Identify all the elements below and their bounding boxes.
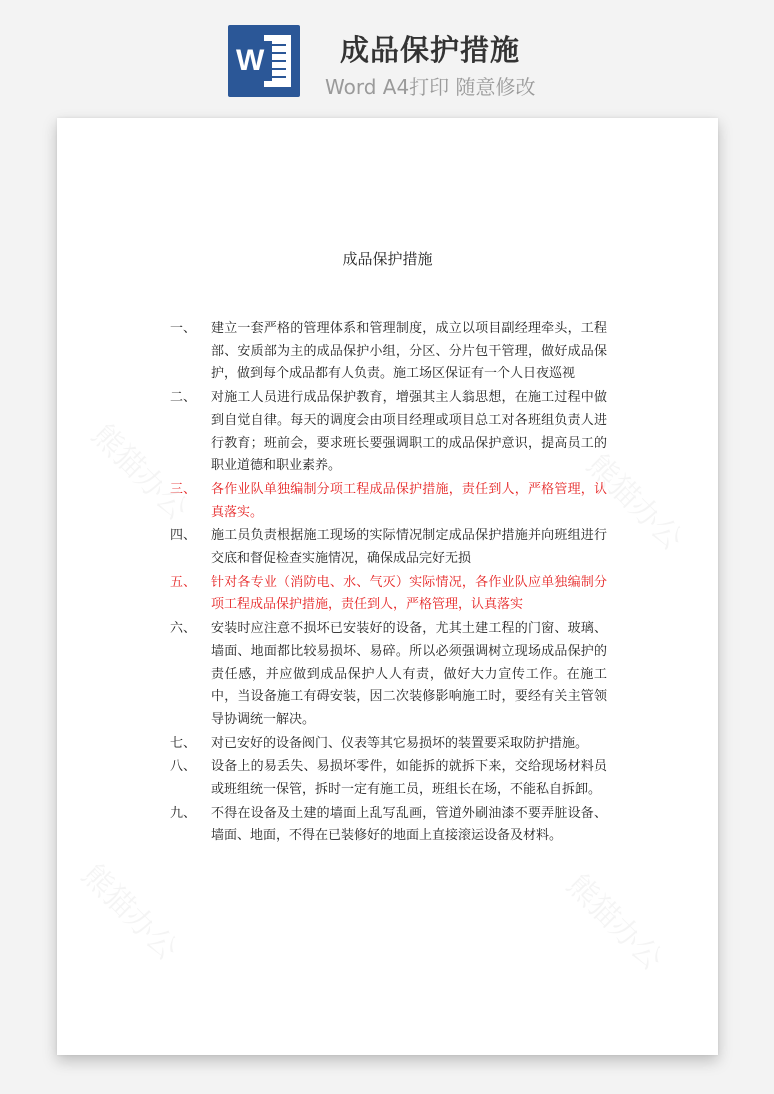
document-title: 成品保护措施 bbox=[342, 250, 433, 268]
list-item-number: 七、 bbox=[170, 735, 197, 751]
list-item bbox=[170, 733, 610, 756]
list-item-text: 安装时应注意不损坏已安装好的设备，尤其土建工程的门窗、玻璃、墙面、地面都比较易损坏、易碎。所以必须强调树立现场成品保护的责任感，并应做到成品保护人人有责，做好大力宣传工作。在施工中，当设备施工有碍安装，因二次装修影响施工时，要经有关主管领导协调统一解决。 bbox=[211, 621, 607, 727]
list-item-number: 九、 bbox=[170, 805, 197, 821]
header bbox=[0, 0, 774, 110]
list-item-number: 八、 bbox=[170, 759, 197, 775]
list-item bbox=[170, 387, 610, 478]
list-item bbox=[170, 803, 610, 848]
list-item-text: 施工员负责根据施工现场的实际情况制定成品保护措施并向班组进行交底和督促检查实施情况，确保成品完好无损 bbox=[211, 528, 607, 567]
word-document-icon bbox=[228, 25, 300, 97]
list-item-text: 不得在设备及土建的墙面上乱写乱画，管道外刷油漆不要弄脏设备、墙面、地面，不得在已装修好的地面上直接滚运设备及材料。 bbox=[211, 805, 607, 844]
watermark bbox=[559, 862, 675, 978]
list-item-text: 针对各专业（消防电、水、气灭）实际情况，各作业队应单独编制分项工程成品保护措施，责任到人，严格管理，认真落实 bbox=[211, 574, 607, 613]
list-item-text: 建立一套严格的管理体系和管理制度，成立以项目副经理牵头，工程部、安质部为主的成品保护小组，分区、分片包干管理，做好成品保护，做到每个成品都有人负责。施工场区保证有一个人日夜巡视 bbox=[211, 321, 607, 382]
document-item-list bbox=[170, 318, 610, 849]
list-item-number: 四、 bbox=[170, 528, 197, 544]
list-item-number: 三、 bbox=[170, 481, 197, 497]
list-item-number: 二、 bbox=[170, 390, 197, 406]
list-item-text: 各作业队单独编制分项工程成品保护措施，责任到人，严格管理，认真落实。 bbox=[211, 481, 607, 520]
list-item bbox=[170, 479, 610, 524]
list-item-text: 对已安好的设备阀门、仪表等其它易损坏的装置要采取防护措施。 bbox=[211, 735, 589, 751]
list-item-text: 对施工人员进行成品保护教育，增强其主人翁思想，在施工过程中做到自觉自律。每天的调度会由项目经理或项目总工对各班组负责人进行教育；班前会，要求班长要强调职工的成品保护意识，提高员工的职业道德和职业素养。 bbox=[211, 390, 607, 474]
word-letter-w: W bbox=[236, 41, 272, 81]
list-item bbox=[170, 525, 610, 570]
watermark bbox=[74, 852, 190, 968]
document-page bbox=[57, 118, 718, 1055]
header-title: 成品保护措施 bbox=[340, 33, 521, 67]
list-item-number: 一、 bbox=[170, 321, 197, 336]
list-item-text: 设备上的易丢失、易损坏零件，如能拆的就拆下来，交给现场材料员或班组统一保管，拆时一定有施工员，班组长在场，不能私自拆卸。 bbox=[211, 759, 607, 798]
list-item bbox=[170, 572, 610, 617]
list-item-number: 五、 bbox=[170, 574, 197, 590]
header-subtitle: Word A4打印 随意修改 bbox=[325, 75, 536, 99]
list-item bbox=[170, 618, 610, 732]
list-item bbox=[170, 756, 610, 801]
list-item bbox=[170, 318, 610, 386]
list-item-number: 六、 bbox=[170, 621, 197, 637]
